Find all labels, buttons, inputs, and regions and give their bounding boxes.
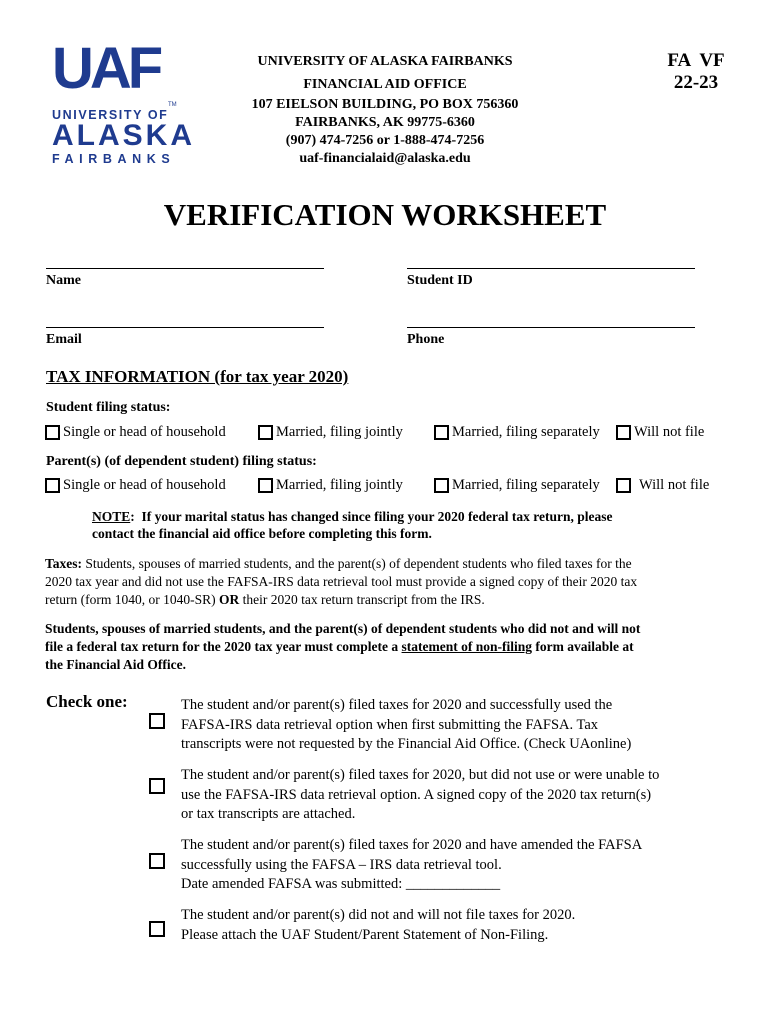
tax-information-heading: TAX INFORMATION (for tax year 2020) [46,367,349,386]
student-married-jointly-option[interactable]: Married, filing jointly [258,424,403,441]
parent-filing-status-label: Parent(s) (of dependent student) filing status: [46,454,317,469]
header-office: FINANCIAL AID OFFICE [303,77,467,92]
form-code-line2: 22-23 [673,72,719,93]
student-id-label: Student ID [407,273,473,288]
non-filing-paragraph: Students, spouses of married students, and the parent(s) of dependent students who did not and will not file a federal tax return for the 2020 tax year must complete a statement of non-filing form available at the Financial Aid Office. [45,621,641,672]
parent-married-separately-option[interactable]: Married, filing separately [434,477,600,494]
parent-single-option[interactable]: Single or head of household [45,477,226,494]
option-2-text: The student and/or parent(s) filed taxes for 2020, but did not use or were unable to use the FAFSA-IRS data retrieval option. A signed copy of the 2020 tax return(s) or tax transcripts are attached. [181,767,660,822]
option-4-checkbox[interactable] [149,921,165,937]
logo-trademark: TM [168,102,177,108]
header-university: UNIVERSITY OF ALASKA FAIRBANKS [257,54,513,69]
logo-uaf-letters: UAF [52,36,160,101]
email-label: Email [46,332,82,347]
note-line1: : If your marital status has changed since filing your 2020 federal tax return, please [130,509,613,524]
option-1-checkbox[interactable] [149,713,165,729]
header-address: 107 EIELSON BUILDING, PO BOX 756360 [251,97,519,112]
option-4-text: The student and/or parent(s) did not and will not file taxes for 2020. Please attach the UAF Student/Parent Statement of Non-Filing. [181,907,576,943]
checkbox[interactable] [45,425,60,440]
note-label: NOTE [92,509,131,524]
header-email: uaf-financialaid@alaska.edu [299,151,471,166]
marital-status-note [92,508,732,542]
page-title: VERIFICATION WORKSHEET [163,197,607,232]
taxes-label: Taxes: [45,556,83,571]
checkbox[interactable] [434,425,449,440]
option-3-checkbox[interactable] [149,853,165,869]
name-label: Name [46,273,81,288]
header-city: FAIRBANKS, AK 99775-6360 [295,115,475,130]
checkbox[interactable] [616,425,631,440]
header-phone: (907) 474-7256 or 1-888-474-7256 [285,133,485,148]
student-id-field[interactable] [407,268,695,269]
email-field[interactable] [46,327,324,328]
option-3-text: The student and/or parent(s) filed taxes for 2020 and have amended the FAFSA successfully using the FAFSA – IRS data retrieval tool. Date amended FAFSA was submitted: _____________ [181,837,643,892]
logo-fairbanks: FAIRBANKS [52,152,176,166]
checkbox[interactable] [616,478,631,493]
note-line2: contact the financial aid office before completing this form. [92,526,432,541]
name-field[interactable] [46,268,324,269]
checkbox[interactable] [434,478,449,493]
phone-label: Phone [407,332,445,347]
parent-married-jointly-option[interactable]: Married, filing jointly [258,477,403,494]
checkbox[interactable] [258,478,273,493]
checkbox[interactable] [45,478,60,493]
option-1-text: The student and/or parent(s) filed taxes for 2020 and successfully used the FAFSA-IRS data retrieval option when first submitting the FAFSA. Tax transcripts were not requested by the Financial Aid Office. (Check UAonline) [181,697,632,752]
uaf-logo [50,36,195,166]
student-married-separately-option[interactable]: Married, filing separately [434,424,600,441]
or-emphasis: OR [218,592,240,607]
student-filing-status-label: Student filing status: [46,400,171,415]
form-code [648,50,744,94]
statement-of-non-filing-link[interactable]: statement of non-filing [401,639,533,654]
check-one-label: Check one: [46,692,128,711]
logo-alaska: ALASKA [52,119,195,152]
logo-university-of: UNIVERSITY OF [52,108,169,122]
option-2-checkbox[interactable] [149,778,165,794]
student-will-not-file-option[interactable]: Will not file [616,424,704,441]
form-code-line1: FA VF [667,50,725,71]
parent-will-not-file-option[interactable]: Will not file [616,477,709,494]
student-single-option[interactable]: Single or head of household [45,424,226,441]
taxes-paragraph: Taxes: Students, spouses of married students, and the parent(s) of dependent students who filed taxes for the 2020 tax year and did not use the FAFSA-IRS data retrieval tool must provide a signed copy of their 2020 tax return (form 1040, or 1040-SR) OR their 2020 tax return transcript from the IRS. [45,556,638,607]
phone-field[interactable] [407,327,695,328]
checkbox[interactable] [258,425,273,440]
